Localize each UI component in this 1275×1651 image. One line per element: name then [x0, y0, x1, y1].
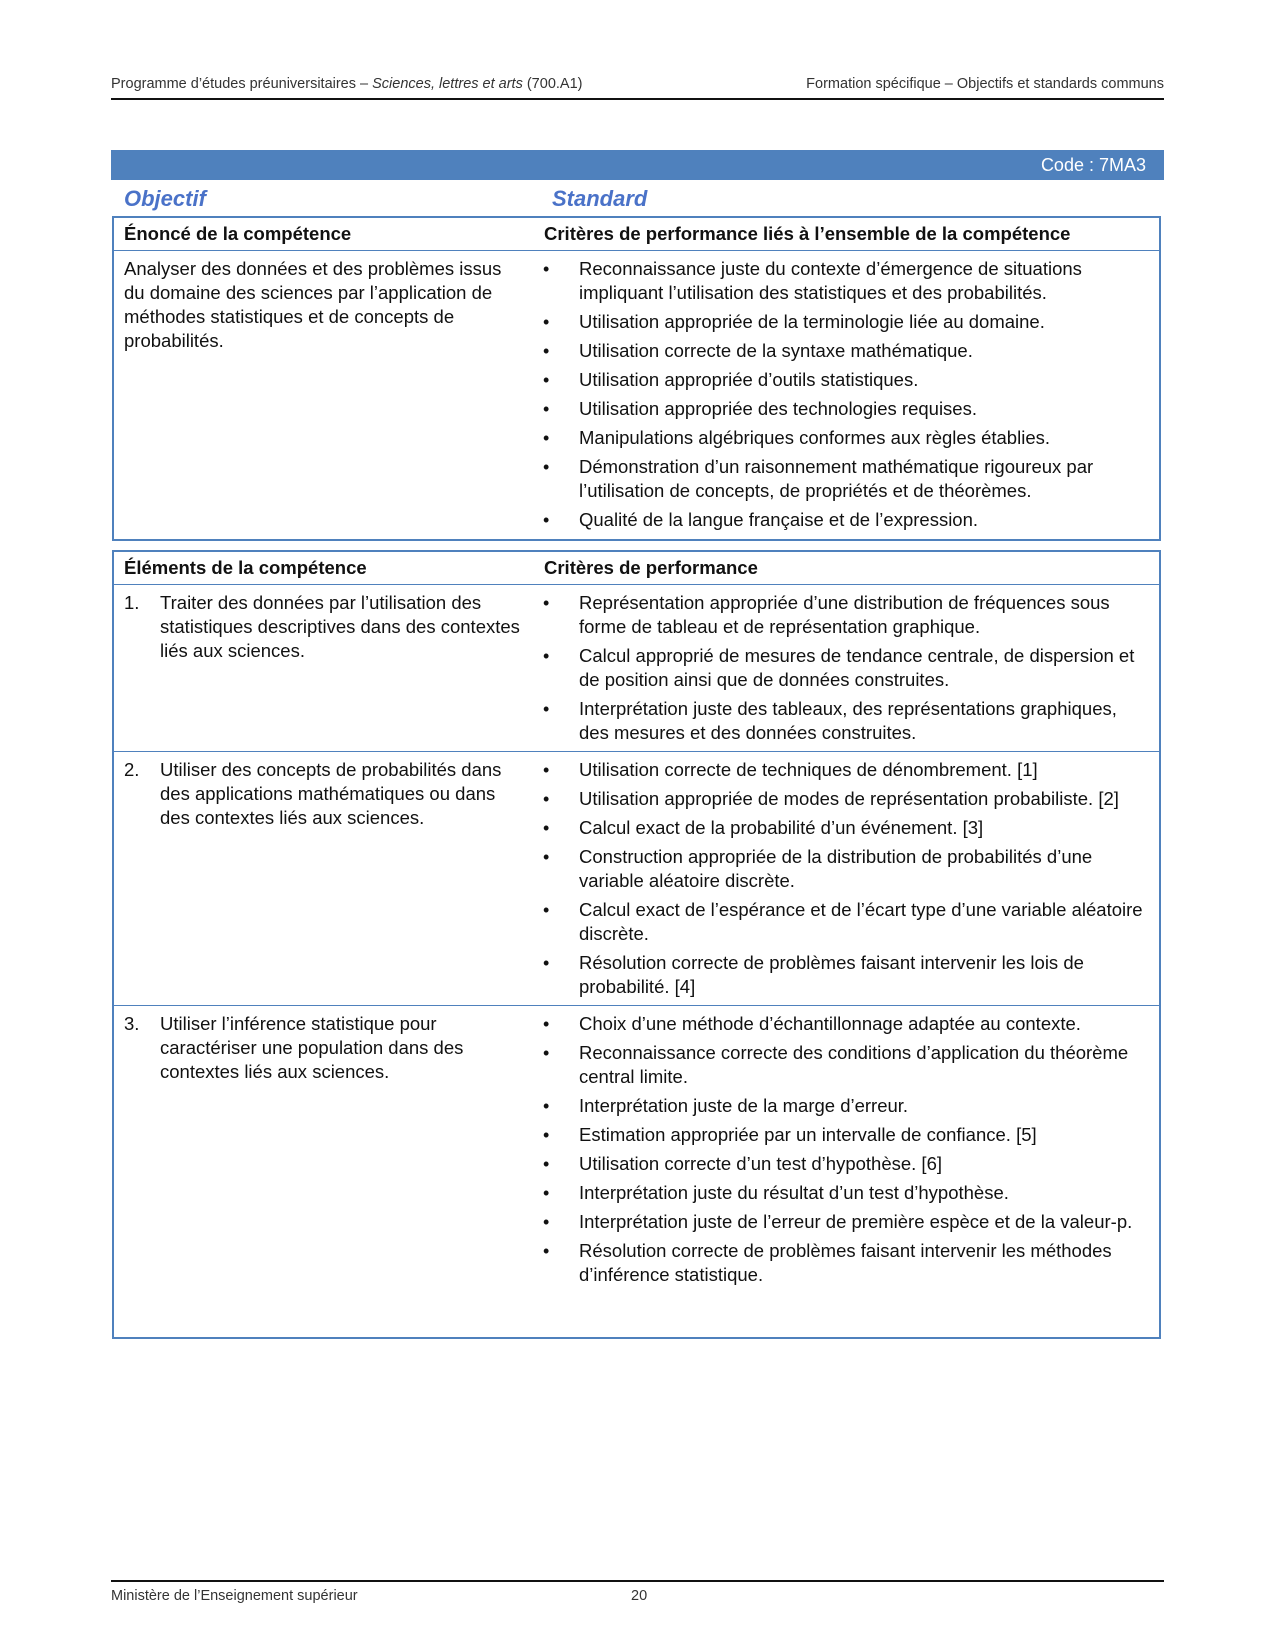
- bullet-icon: •: [543, 341, 550, 361]
- bullet-icon: •: [543, 1241, 550, 1261]
- element-2: 2. Utiliser des concepts de probabilités dans des applications mathématiques ou dans des contextes liés aux sciences.: [124, 759, 502, 828]
- list-item: • Utilisation correcte d’un test d’hypothèse. [6]: [543, 1153, 942, 1174]
- bullet-icon: •: [543, 399, 550, 419]
- list-item: • Construction appropriée de la distribution de probabilités d’une variable aléatoire discrète.: [543, 846, 1093, 891]
- list-item: • Résolution correcte de problèmes faisant intervenir les méthodes d’inférence statistique.: [543, 1240, 1112, 1285]
- page-header: [111, 76, 1164, 100]
- competence-table: [112, 216, 1161, 541]
- bullet-icon: •: [543, 646, 550, 666]
- list-item: • Utilisation appropriée des technologies requises.: [543, 398, 977, 419]
- list-item: • Interprétation juste de la marge d’erreur.: [543, 1095, 909, 1116]
- table-row: [114, 1006, 1159, 1293]
- bullet-icon: •: [543, 1154, 550, 1174]
- competence-table-header: [114, 218, 1159, 251]
- list-item: • Résolution correcte de problèmes faisant intervenir les lois de probabilité. [4]: [543, 952, 1084, 997]
- bullet-icon: •: [543, 847, 550, 867]
- list-item: • Utilisation appropriée de modes de représentation probabiliste. [2]: [543, 788, 1119, 809]
- bullet-icon: •: [543, 1125, 550, 1145]
- competence-table-row: [114, 251, 1159, 538]
- element-1: 1. Traiter des données par l’utilisation des statistiques descriptives dans des contextes liés aux sciences.: [124, 592, 520, 661]
- bullet-icon: •: [543, 1043, 550, 1063]
- list-item: • Représentation appropriée d’une distribution de fréquences sous forme de tableau et de représentation graphique.: [543, 592, 1110, 637]
- course-code: Code : 7MA3: [1040, 155, 1146, 175]
- list-item: • Manipulations algébriques conformes aux règles établies.: [543, 427, 1050, 448]
- list-item: • Interprétation juste des tableaux, des représentations graphiques, des mesures et des données construites.: [543, 698, 1117, 743]
- element-1-criteria: [542, 591, 1149, 745]
- bullet-icon: •: [543, 510, 550, 530]
- list-item: • Utilisation correcte de techniques de dénombrement. [1]: [543, 759, 1038, 780]
- bullet-icon: •: [543, 428, 550, 448]
- list-item: • Calcul exact de l’espérance et de l’écart type d’une variable aléatoire discrète.: [543, 899, 1143, 944]
- list-item: • Reconnaissance juste du contexte d’émergence de situations impliquant l’utilisation des statistiques et des probabilités.: [543, 258, 1082, 303]
- enonce-text: Analyser des données et des problèmes issus du domaine des sciences par l’application de méthodes statistiques et de concepts de probabilités.: [124, 258, 502, 351]
- bullet-icon: •: [543, 900, 550, 920]
- list-item: • Choix d’une méthode d’échantillonnage adaptée au contexte.: [543, 1013, 1081, 1034]
- header-section: Formation spécifique – Objectifs et standards communs: [806, 76, 1164, 92]
- element-2-criteria: [542, 758, 1149, 999]
- criteres-header: Critères de performance: [544, 557, 758, 578]
- list-item: • Interprétation juste du résultat d’un test d’hypothèse.: [543, 1182, 1009, 1203]
- global-criteria-list: [542, 257, 1149, 532]
- criteres-global-header: Critères de performance liés à l’ensemble de la compétence: [544, 223, 1071, 244]
- element-3: 3. Utiliser l’inférence statistique pour caractériser une population dans des contextes liés aux sciences.: [124, 1013, 464, 1082]
- header-program: Programme d’études préuniversitaires – Sciences, lettres et arts (700.A1): [111, 76, 583, 92]
- list-item: • Reconnaissance correcte des conditions d’application du théorème central limite.: [543, 1042, 1129, 1087]
- bullet-icon: •: [543, 953, 550, 973]
- list-item: • Démonstration d’un raisonnement mathématique rigoureux par l’utilisation de concepts, de propriétés et de théorèmes.: [543, 456, 1094, 501]
- standard-title: Standard: [552, 186, 648, 211]
- list-item: • Utilisation correcte de la syntaxe mathématique.: [543, 340, 973, 361]
- page-footer: [111, 1580, 1164, 1604]
- bullet-icon: •: [543, 370, 550, 390]
- enonce-header: Énoncé de la compétence: [124, 223, 352, 244]
- bullet-icon: •: [543, 789, 550, 809]
- bullet-icon: •: [543, 1014, 550, 1034]
- element-3-criteria: [542, 1012, 1149, 1287]
- elements-header: Éléments de la compétence: [124, 557, 367, 578]
- bullet-icon: •: [543, 457, 550, 477]
- bullet-icon: •: [543, 1212, 550, 1232]
- elements-table-header: [114, 552, 1159, 585]
- list-item: • Qualité de la langue française et de l’expression.: [543, 509, 979, 530]
- bullet-icon: •: [543, 760, 550, 780]
- list-item: • Utilisation appropriée d’outils statistiques.: [543, 369, 919, 390]
- bullet-icon: •: [543, 312, 550, 332]
- list-item: • Estimation appropriée par un intervalle de confiance. [5]: [543, 1124, 1037, 1145]
- code-bar: [111, 150, 1164, 180]
- elements-table: [112, 550, 1161, 1339]
- bullet-icon: •: [543, 259, 550, 279]
- list-item: • Calcul approprié de mesures de tendance centrale, de dispersion et de position ainsi que de données construites.: [543, 645, 1135, 690]
- objectif-title: Objectif: [124, 186, 206, 211]
- footer-ministry: Ministère de l’Enseignement supérieur: [111, 1588, 358, 1604]
- list-item: • Calcul exact de la probabilité d’un événement. [3]: [543, 817, 984, 838]
- bullet-icon: •: [543, 1183, 550, 1203]
- table-row: [114, 752, 1159, 1006]
- page-number: 20: [631, 1588, 648, 1604]
- list-item: • Utilisation appropriée de la terminologie liée au domaine.: [543, 311, 1045, 332]
- list-item: • Interprétation juste de l’erreur de première espèce et de la valeur-p.: [543, 1211, 1133, 1232]
- bullet-icon: •: [543, 1096, 550, 1116]
- bullet-icon: •: [543, 818, 550, 838]
- bullet-icon: •: [543, 593, 550, 613]
- bullet-icon: •: [543, 699, 550, 719]
- table-row: [114, 585, 1159, 752]
